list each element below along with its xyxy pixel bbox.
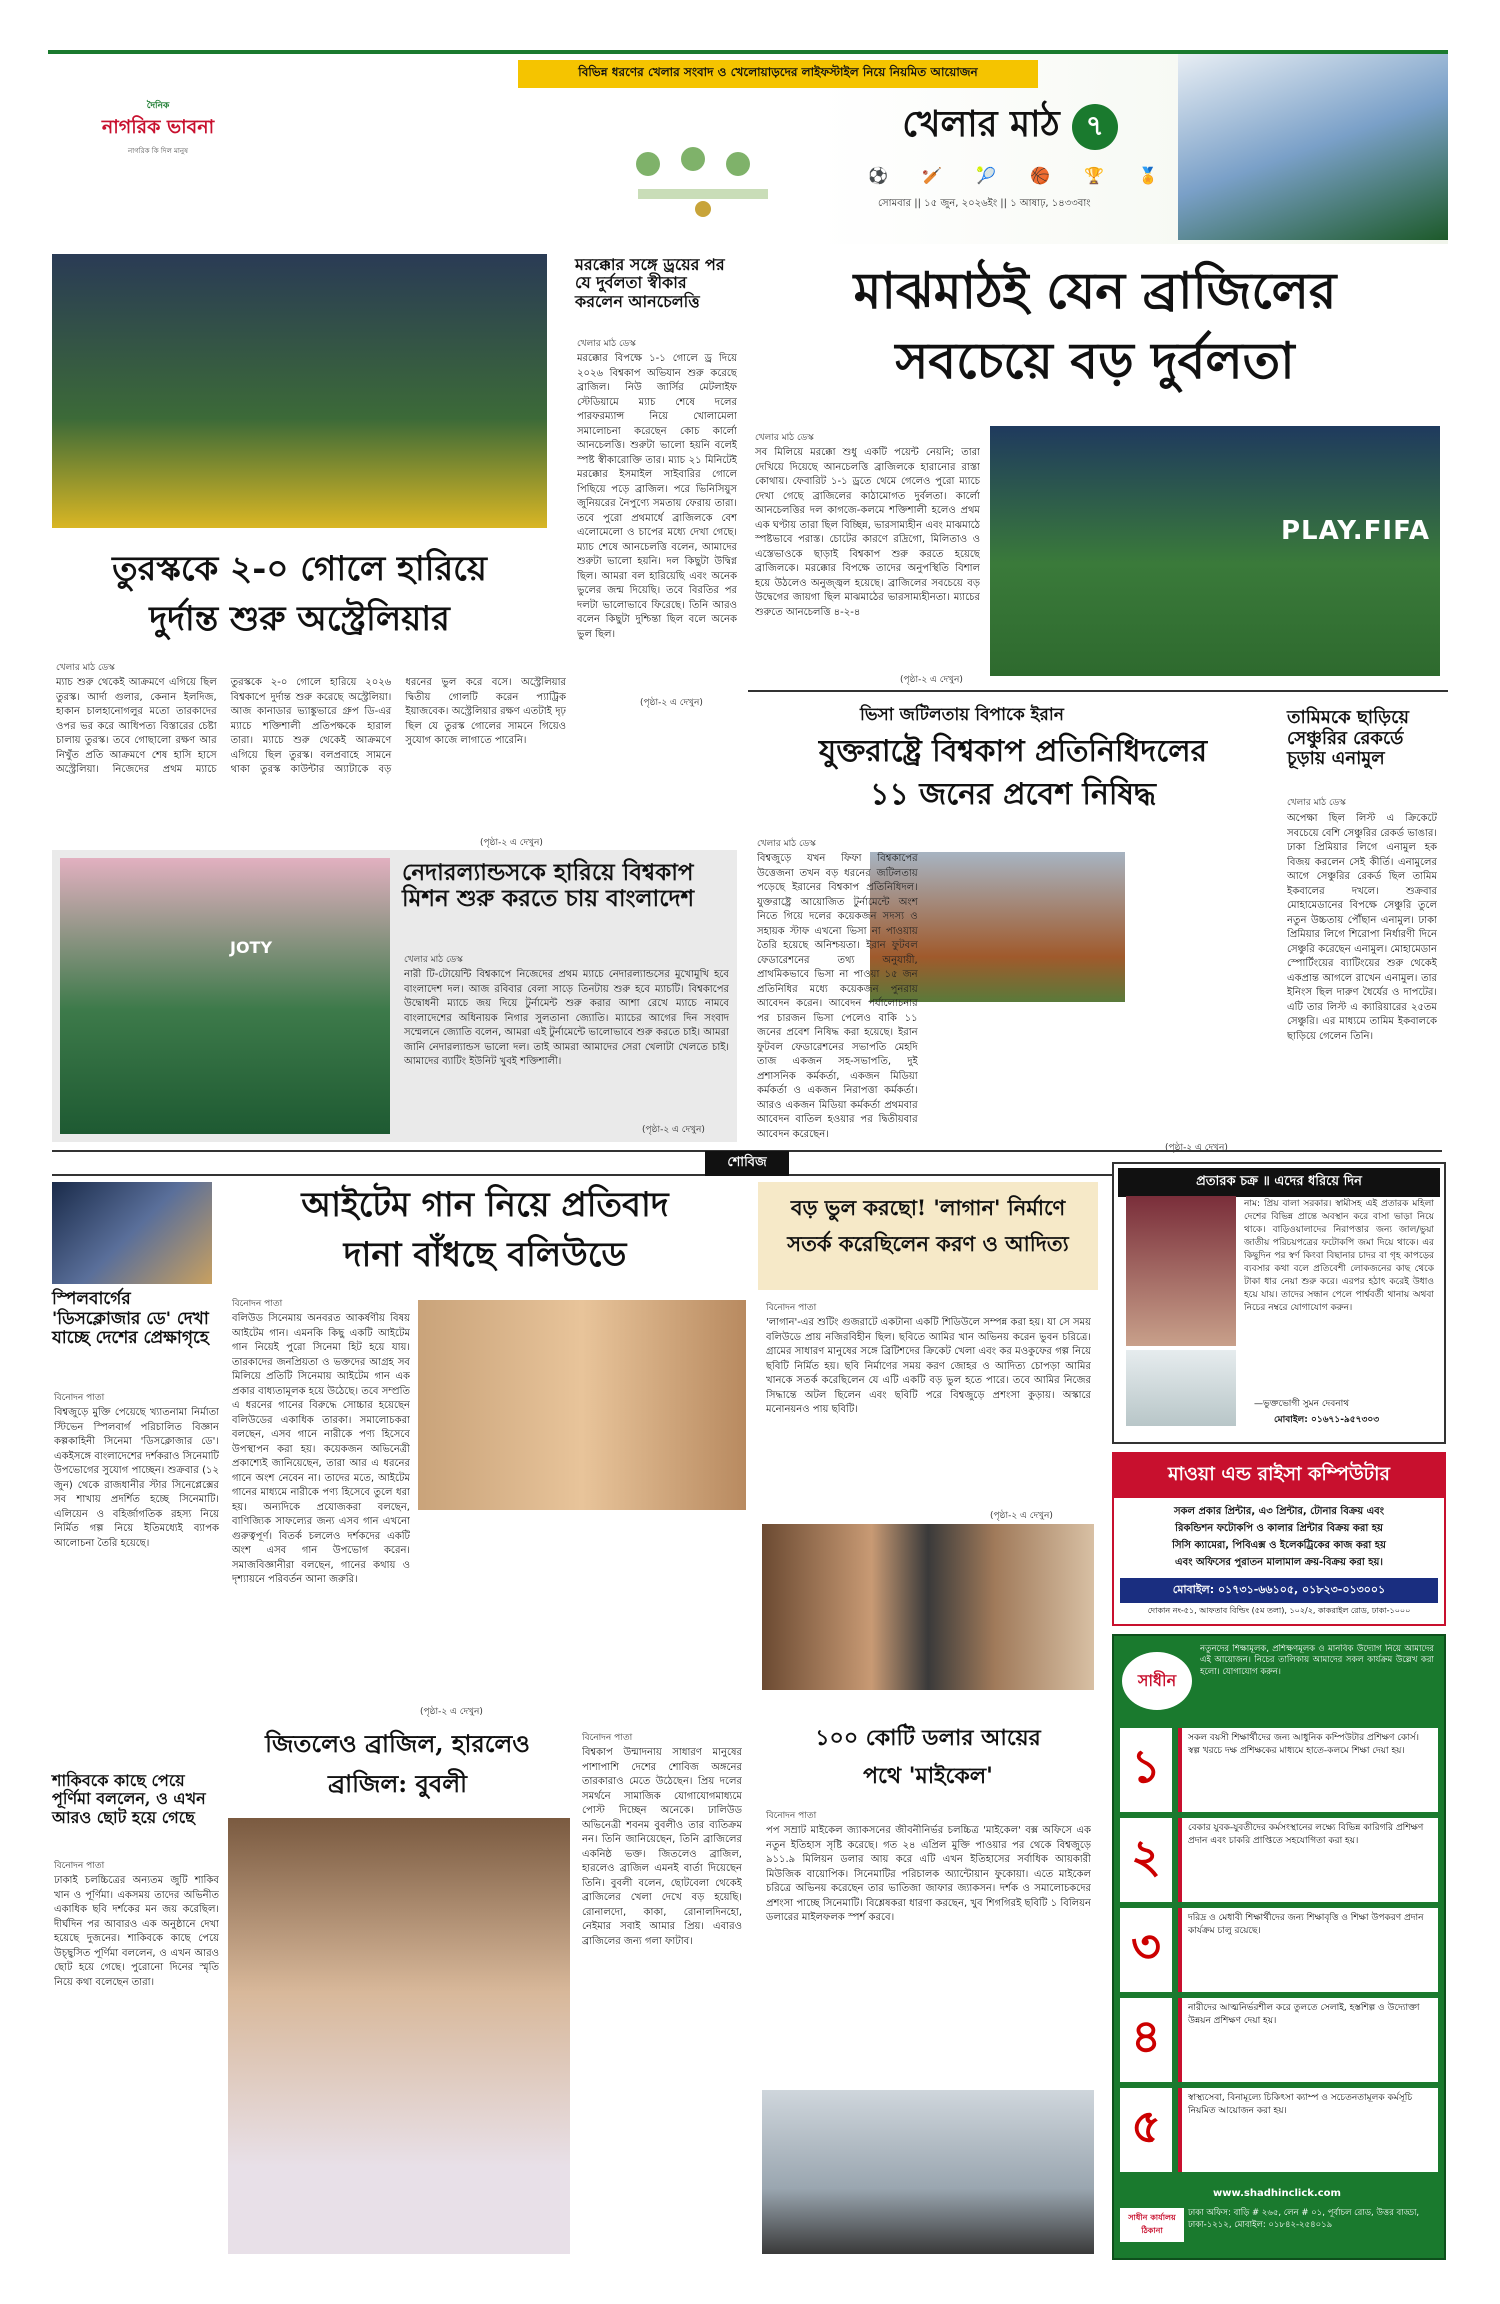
computer-line1: সকল প্রকার প্রিন্টার, এ৩ প্রিন্টার, টোনার বিক্রয় এবং — [1173, 1506, 1385, 1517]
item-song-photo — [418, 1300, 746, 1510]
tamim-body: অপেক্ষা ছিল লিস্ট এ ক্রিকেটে সবচেয়ে বেশি সেঞ্চুরির রেকর্ড ভাঙার। ঢাকা প্রিমিয়ার লিগে এনামুল হক বিজয় করলেন সেই কীর্তি। এনামুলের আগে সেঞ্চুরির রেকর্ড ছিল তামিম ইকবালের দখলে। শুক্রবার মোহামেডানের বিপক্ষে সেঞ্চুরি তুলে নতুন উচ্চতায় পৌঁছান এনামুল। ঢাকা প্রিমিয়ার লিগে শিরোপা নির্ধারণী দিনে সেঞ্চুরি করেছেন এনামুল। মোহামেডান স্পোর্টিংয়ের ব্যাটিংয়ের শুরু থেকেই একপ্রান্ত আগলে রাখেন এনামুল। তার ইনিংস ছিল দারুণ ধৈর্যের ও দাপটের। এটি তার লিস্ট এ ক্যারিয়ারের ২৫তম সেঞ্চুরি। এর মাধ্যমে তামিম ইকবালকে ছাড়িয়ে গেলেন তিনি। — [1287, 813, 1437, 1042]
shadhin-item-number: ৫ — [1120, 2088, 1172, 2172]
shadhin-item-number: ১ — [1120, 1728, 1172, 1812]
tennis-icon: 🎾 — [976, 166, 996, 185]
shadhin-footer-label: সাধীন কার্যালয় ঠিকানা — [1120, 2208, 1184, 2242]
shadhin-logo: সাধীন — [1122, 1652, 1192, 1710]
bubly-portrait-photo — [228, 1818, 570, 2254]
dateline: সোমবার || ১৫ জুন, ২০২৬ইং || ১ আষাঢ়, ১৪৩৩বাং — [878, 198, 1091, 209]
iran-headline-line2: ১১ জনের প্রবেশ নিষিদ্ধ — [869, 777, 1157, 812]
item-song-continued: (পৃষ্ঠা-২ এ দেখুন) — [420, 1707, 483, 1717]
iran-desk: খেলার মাঠ ডেস্ক — [757, 839, 816, 849]
shadhin-item-number: ৪ — [1120, 1998, 1172, 2082]
michael-headline-line1: ১০০ কোটি ডলার আয়ের — [815, 1725, 1041, 1751]
divider — [748, 690, 1448, 692]
australia-headline-line2: দুর্দান্ত শুরু অস্ট্রেলিয়ার — [149, 599, 450, 639]
spielberg-headline: স্পিলবার্গের 'ডিসক্লোজার ডে' দেখা যাচ্ছে দেশের প্রেক্ষাগৃহে — [52, 1289, 209, 1349]
item-song-desk: বিনোদন পাতা — [232, 1299, 283, 1309]
computer-address: দোকান নং-৫১, আফতাব বিল্ডিং (৫ম তলা), ১০২/২, কাকরাইল রোড, ঢাকা-১০০০ — [1147, 1606, 1411, 1615]
bubly-body: বিশ্বকাপ উন্মাদনায় সাধারণ মানুষের পাশাপাশি দেশের শোবিজ অঙ্গনের তারকারাও মেতে উঠেছেন। প্রিয় দলের সমর্থনে সামাজিক যোগাযোগমাধ্যমে পোস্ট দিচ্ছেন অনেকে। ঢালিউড অভিনেত্রী শবনম বুবলীও তার ব্যতিক্রম নন। তিনি জানিয়েছেন, তিনি ব্রাজিলের একনিষ্ঠ ভক্ত। জিতলেও ব্রাজিল, হারলেও ব্রাজিল এমনই বার্তা দিয়েছেন তিনি। বুবলী বলেন, ছোটবেলা থেকেই ব্রাজিলের খেলা দেখে বড় হয়েছি। রোনালদো, কাকা, রোনালদিনহো, নেইমার সবাই আমার প্রিয়। এবারও ব্রাজিলের জন্য গলা ফাটাব। — [582, 1747, 742, 1947]
shadhin-item-number: ৩ — [1120, 1908, 1172, 1992]
sport-icons-row — [868, 166, 1158, 188]
basketball-icon: 🏀 — [1030, 166, 1050, 185]
computer-line4: এবং অফিসের পুরাতন মালামাল ক্রয়-বিক্রয় করা হয়। — [1175, 1557, 1383, 1568]
brazil-headline-line2: সবচেয়ে বড় দুর্বলতা — [895, 331, 1295, 390]
logo-name: নাগরিক ভাবনা — [101, 116, 215, 138]
shadhin-url[interactable]: www.shadhinclick.com — [1213, 2188, 1341, 2199]
suspect-photo — [1126, 1196, 1236, 1346]
jersey-name-text: JOTY — [230, 938, 273, 957]
football-icon: ⚽ — [868, 166, 888, 185]
michael-stage-photo — [762, 2090, 1094, 2254]
shadhin-item-text: বেকার যুবক-যুবতীদের কর্মসংস্থানের লক্ষ্যে বিভিন্ন কারিগরি প্রশিক্ষণ প্রদান এবং চাকরি প্রাপ্তিতে সহযোগিতা করা হয়। — [1178, 1818, 1438, 1902]
protarok-victim: —ভুক্তভোগী সুমন দেবনাথ — [1254, 1399, 1350, 1409]
shadhin-item-number: ২ — [1120, 1818, 1172, 1902]
bangladesh-box — [52, 850, 737, 1142]
showbiz-label: শোবিজ — [705, 1151, 788, 1176]
purnima-desk: বিনোদন পাতা — [54, 1861, 105, 1871]
lagaan-desk: বিনোদন পাতা — [766, 1303, 817, 1313]
lagaan-portraits-photo — [762, 1524, 1094, 1690]
computer-title: মাওয়া এন্ড রাইসা কম্পিউটার — [1114, 1454, 1444, 1498]
logo-tagline: নাগরিক কি দিল মানুষ — [128, 147, 188, 155]
newspaper-logo[interactable] — [98, 98, 218, 168]
shadhin-item — [1120, 1818, 1438, 1902]
iran-body: বিশ্বজুড়ে যখন ফিফা বিশ্বকাপের উত্তেজনা তখন বড় ধরনের জটিলতায় পড়েছে ইরানের বিশ্বকাপ প্রতিনিধিদল। যুক্তরাষ্ট্রে আয়োজিত টুর্নামেন্টে অংশ নিতে গিয়ে দলের কয়েকজন সদস্য ও সহায়ক স্টাফ এখনো ভিসা না পাওয়ায় তৈরি হয়েছে অনিশ্চয়তা। ইরান ফুটবল ফেডারেশনের তথ্য অনুযায়ী, প্রাথমিকভাবে ভিসা না পাওয়া ১৫ জন প্রতিনিধির মধ্যে কয়েকজন পুনরায় আবেদন করেন। আবেদন পর্যালোচনার পর চারজন ভিসা পেলেও বাকি ১১ জনের প্রবেশ নিষিদ্ধ করা হয়েছে। ইরান ফুটবল ফেডারেশনের সভাপতি মেহদি তাজ একজন সহ-সভাপতি, দুই প্রশাসনিক কর্মকর্তা, একজন মিডিয়া কর্মকর্তা ও একজন নিরাপত্তা কর্মকর্তা। আরও একজন মিডিয়া কর্মকর্তা প্রথমবার আবেদন বাতিল হওয়ার পর দ্বিতীয়বার আবেদন করেছেন। — [757, 853, 918, 1140]
lagaan-headline-line1: বড় ভুল করছো! 'লাগান' নির্মাণে — [790, 1195, 1066, 1220]
brazil-continued: (পৃষ্ঠা-২ এ দেখুন) — [900, 675, 963, 685]
shadhin-item-list — [1120, 1728, 1438, 2178]
computer-line2: রিকন্ডিশন ফটোকপি ও কালার প্রিন্টার বিক্রয় করা হয় — [1175, 1523, 1383, 1534]
shadhin-ad — [1112, 1634, 1446, 2260]
computer-line3: সিসি ক্যামেরা, পিবিএক্স ও ইলেকট্রিকের কাজ করা হয় — [1172, 1540, 1386, 1551]
iran-headline-line1: যুক্তরাষ্ট্রে বিশ্বকাপ প্রতিনিধিদলের — [818, 734, 1208, 769]
tamim-desk: খেলার মাঠ ডেস্ক — [1287, 798, 1346, 808]
shadhin-footer: ঢাকা অফিস: বাড়ি # ২৬৫, লেন # ০১, পূর্বাচল রোড, উত্তর বাড্ডা, ঢাকা-১২১২, মোবাইল: ০১৮৪২-২৫৪০১৯ — [1188, 2208, 1420, 2230]
brazil-match-photo — [990, 426, 1440, 676]
item-song-headline-line2: দানা বাঁধছে বলিউডে — [343, 1235, 627, 1275]
bangladesh-desk: খেলার মাঠ ডেস্ক — [404, 955, 463, 965]
protarok-title: প্রতারক চক্র ॥ এদের ধরিয়ে দিন — [1118, 1168, 1440, 1197]
bubly-headline-line1: জিতলেও ব্রাজিল, হারলেও — [265, 1729, 530, 1758]
athletes-collage-photo — [1178, 54, 1448, 240]
shadhin-item — [1120, 1728, 1438, 1812]
morocco-continued: (পৃষ্ঠা-২ এ দেখুন) — [640, 698, 703, 708]
spielberg-poster-photo — [52, 1182, 212, 1284]
banner-strip — [518, 60, 1038, 88]
id-card-photo — [1126, 1350, 1236, 1426]
australia-body: ম্যাচ শুরু থেকেই আক্রমণে এগিয়ে ছিল তুরস্ক। আর্দা গুলার, কেনান ইলদিজ, হাকান চালহানোগলুর মতো তারকাদের ওপর ভর করে আধিপত্য বিস্তারের চেষ্টা চালায় তুরস্ক। তবে গোছালো রক্ষণ আর নিখুঁত প্রতি আক্রমণে শেষ হাসি হাসে অস্ট্রেলিয়া। নিজেদের প্রথম ম্যাচে তুরস্ককে ২-০ গোলে হারিয়ে ২০২৬ বিশ্বকাপে দুর্দান্ত শুরু করেছে অস্ট্রেলিয়া। আজ কানাডার ভ্যাঙ্কুভারে গ্রুপ ডি-এর ম্যাচে শক্তিশালী প্রতিপক্ষকে হারাল তারা। ম্যাচে শুরু থেকেই আক্রমণে এগিয়ে ছিল তুরস্ক। বলপ্রবাহে সামনে থাকা তুরস্ক কাউন্টার অ্যাটাকে বড় ধরনের ভুল করে বসে। অস্ট্রেলিয়ার দ্বিতীয় গোলটি করেন প্যাট্রিক ইয়াজবেক। অস্ট্রেলিয়ার রক্ষণ এতটাই দৃঢ় ছিল যে তুরস্ক গোলের সামনে গিয়েও সুযোগ কাজে লাগাতে পারেনি। — [56, 677, 566, 775]
lagaan-continued: (পৃষ্ঠা-২ এ দেখুন) — [990, 1511, 1053, 1521]
shadhin-item — [1120, 1908, 1438, 1992]
protarok-phone: মোবাইল: ০১৬৭১-৯৫৭৩০৩ — [1274, 1415, 1380, 1425]
section-title: খেলার মাঠ — [902, 103, 1060, 145]
lagaan-box — [758, 1182, 1098, 1290]
trophy-icon: 🏆 — [1084, 166, 1104, 185]
bangladesh-body: নারী টি-টোয়েন্টি বিশ্বকাপে নিজেদের প্রথম ম্যাচে নেদারল্যান্ডসের মুখোমুখি হবে বাংলাদেশ দল। আজ রবিবার বেলা সাড়ে তিনটায় শুরু হবে ম্যাচটি। বিশ্বকাপের উদ্বোধনী ম্যাচে জয় দিয়ে টুর্নামেন্ট শুরু করার আশা রেখে ম্যাচে নামবে বাংলাদেশের অধিনায়ক নিগার সুলতানা জ্যোতি। ম্যাচের আগের দিন সংবাদ সম্মেলনে জ্যোতি বলেন, আমরা এই টুর্নামেন্টে ভালোভাবে শুরু করতে চাই। আমরা জানি নেদারল্যান্ডস ভালো দল। তাই আমরা আমাদের সেরা খেলাটা খেলতে চাই। আমাদের ব্যাটিং ইউনিট খুবই শক্তিশালী। — [404, 969, 729, 1067]
medal-icon: 🏅 — [1138, 166, 1158, 185]
morocco-headline: মরক্কোর সঙ্গে ড্রয়ের পর যে দুর্বলতা স্বীকার করলেন আনচেলত্তি — [575, 255, 725, 311]
brazil-body: সব মিলিয়ে মরক্কো শুধু একটি পয়েন্ট নেয়নি; তারা দেখিয়ে দিয়েছে আনচেলত্তি ব্রাজিলকে হারানোর রাস্তা কোথায়। ফেবারিট ১-১ ড্রতে থেমে গেলেও পুরো ম্যাচে দেখা গেছে ব্রাজিলের কাঠামোগত দুর্বলতা। কার্লো আনচেলত্তির দল কাগজে-কলমে শক্তিশালী হলেও প্রথম এক ঘণ্টায় তারা ছিল বিচ্ছিন্ন, ভারসাম্যহীন এবং মাঝমাঠে স্পষ্টভাবে পরাস্ত। চোটের কারণে রদ্রিগো, মিলিতাও ও এস্তেভাওকে ছাড়াই বিশ্বকাপ শুরু করতে হয়েছে ব্রাজিলকে। মরক্কোর বিপক্ষে তাদের অনুপস্থিতি বিশাল হয়ে উঠলেও অনুজ্জ্বল হয়েছে। ব্রাজিলের সবচেয়ে বড় উদ্বেগের জায়গা ছিল মাঝমাঠের ভারসাম্যহীনতা। ম্যাচের শুরুতে আনচেলত্তি ৪-২-৪ — [755, 447, 980, 618]
shadhin-item-text: সকল বয়সী শিক্ষার্থীদের জন্য আধুনিক কম্পিউটার প্রশিক্ষণ কোর্স। স্বল্প খরচে দক্ষ প্রশিক্ষকের মাধ্যমে হাতে-কলমে শিক্ষা দেয়া হয়। — [1178, 1728, 1438, 1812]
bangladesh-headline: নেদারল্যান্ডসকে হারিয়ে বিশ্বকাপ মিশন শুরু করতে চায় বাংলাদেশ — [402, 859, 695, 913]
michael-headline-line2: পথে 'মাইকেল' — [863, 1763, 993, 1789]
banner-text: বিভিন্ন ধরণের খেলার সংবাদ ও খেলোয়াড়দের লাইফস্টাইল নিয়ে নিয়মিত আয়োজন — [578, 65, 978, 79]
michael-body: পপ সম্রাট মাইকেল জ্যাকসনের জীবনীনির্ভর চলচ্চিত্র 'মাইকেল' বক্স অফিসে এক নতুন ইতিহাস সৃষ্টি করেছে। গত ২৪ এপ্রিল মুক্তি পাওয়ার পর থেকে বিশ্বজুড়ে ৯১১.৯ মিলিয়ন ডলার আয় করে এটি এখন ইতিহাসের সর্বাধিক আয়কারী মিউজিক বায়োপিক। সিনেমাটির পরিচালক অ্যান্টোয়ান ফুকোয়া। এতে মাইকেল চরিত্রে অভিনয় করেছেন তার ভাতিজা জাফার জ্যাকসন। দর্শক ও সমালোচকদের প্রশংসা পাচ্ছে সিনেমাটি। বিশ্লেষকরা ধারণা করছেন, খুব শিগগিরই ছবিটি ১ বিলিয়ন ডলারের মাইলফলক স্পর্শ করবে। — [766, 1825, 1091, 1923]
item-song-body: বলিউড সিনেমায় অনবরত আকর্ষণীয় বিষয় আইটেম গান। এমনকি কিছু একটি আইটেম গান নিয়েই পুরো সিনেমা হিট হয়ে যায়। তারকাদের জনপ্রিয়তা ও ভক্তদের আগ্রহ সব মিলিয়ে প্রতিটি সিনেমায় আইটেম গান এক প্রকার বাধ্যতামূলক হয়ে উঠেছে। তবে সম্প্রতি এ ধরনের গানের বিরুদ্ধে সোচ্চার হয়েছেন বলিউডের একাধিক তারকা। সমালোচকরা বলছেন, এসব গানে নারীকে পণ্য হিসেবে উপস্থাপন করা হয়। কয়েকজন অভিনেত্রী প্রকাশ্যেই জানিয়েছেন, তারা আর এ ধরনের গানে অংশ নেবেন না। তাদের মতে, আইটেম গানের মাধ্যমে নারীকে পণ্য হিসেবে তুলে ধরা হয়। অন্যদিকে প্রযোজকরা বলছেন, বাণিজ্যিক সাফল্যের জন্য এসব গান এখনো গুরুত্বপূর্ণ। বিতর্ক চললেও দর্শকদের একটি অংশ এসব গান উপভোগ করেন। সমাজবিজ্ঞানীরা বলছেন, গানের কথায় ও দৃশ্যায়নে পরিবর্তন আনা জরুরি। — [232, 1313, 410, 1585]
masthead — [48, 50, 1448, 244]
item-song-headline-line1: আইটেম গান নিয়ে প্রতিবাদ — [301, 1185, 669, 1225]
section-title-box — [860, 92, 1160, 162]
lagaan-headline-line2: সতর্ক করেছিলেন করণ ও আদিত্য — [787, 1231, 1069, 1256]
brazil-headline-line1: মাঝমাঠই যেন ব্রাজিলের — [853, 261, 1337, 320]
iran-kicker: ভিসা জটিলতায় বিপাকে ইরান — [860, 705, 1064, 725]
lagaan-body: 'লাগান'-এর শুটিং গুজরাটে একটানা একটি শিডিউলে সম্পন্ন করা হয়। যা সে সময় বলিউডে প্রায় নজিরবিহীন ছিল। ছবিতে আমির খান অভিনয় করেন ভুবন চরিত্রে। গ্রামের সাধারণ মানুষের সঙ্গে ব্রিটিশদের ক্রিকেট খেলা এবং কর মওকুফের গল্প নিয়ে ছবিটি নির্মিত হয়। ছবি নির্মাণের সময় করণ জোহর ও আদিত্য চোপড়া আমির খানকে সতর্ক করেছিলেন যে এটি একটি বড় ভুল হতে পারে। তবে আমির নিজের সিদ্ধান্তে অটল ছিলেন এবং ছবিটি পরে বিশ্বজুড়ে প্রশংসা কুড়ায়। অস্কারে মনোনয়নও পায় ছবিটি। — [766, 1317, 1091, 1415]
australia-continued: (পৃষ্ঠা-২ এ দেখুন) — [480, 838, 543, 848]
logo-prefix: দৈনিক — [146, 101, 170, 111]
bubly-headline-line2: ব্রাজিল: বুবলী — [328, 1769, 467, 1798]
spielberg-body: বিশ্বজুড়ে মুক্তি পেয়েছে খ্যাতনামা নির্মাতা স্টিভেন স্পিলবার্গ পরিচালিত বিজ্ঞান কল্পকাহিনী সিনেমা 'ডিসক্লোজার ডে'। একইসঙ্গে বাংলাদেশের দর্শকরাও সিনেমাটি উপভোগের সুযোগ পাচ্ছেন। শুক্রবার (১২ জুন) থেকে রাজধানীর স্টার সিনেপ্লেক্সের সব শাখায় প্রদর্শিত হচ্ছে সিনেমাটি। এলিয়েন ও বহির্জাগতিক রহস্য নিয়ে নির্মিত গল্প নিয়ে ইতিমধ্যেই ব্যাপক আলোচনা তৈরি হয়েছে। — [54, 1407, 219, 1549]
australia-celebration-photo — [52, 254, 547, 528]
morocco-body: মরক্কোর বিপক্ষে ১-১ গোলে ড্র দিয়ে ২০২৬ বিশ্বকাপ অভিযান শুরু করেছে ব্রাজিল। নিউ জার্সির মেটলাইফ স্টেডিয়ামে ম্যাচ শেষে দলের পারফরম্যান্স নিয়ে খোলামেলা সমালোচনা করেছেন কোচ কার্লো আনচেলত্তি। শুরুটা ভালো হয়নি বলেই স্পষ্ট স্বীকারোক্তি তার। ম্যাচ ২১ মিনিটেই মরক্কোর ইসমাইল সাইবারির গোলে পিছিয়ে পড়ে ব্রাজিল। পরে ভিনিসিয়ুস জুনিয়রের নৈপুণ্যে সমতায় ফেরায় তারা। তবে পুরো প্রথমার্ধে ব্রাজিলকে বেশ এলোমেলো ও চাপের মধ্যে দেখা গেছে। ম্যাচ শেষে আনচেলত্তি বলেন, আমাদের শুরুটা ভালো হয়নি। দল কিছুটা উদ্বিগ্ন ছিল। আমরা বল হারিয়েছি এবং অনেক ভুলের জন্ম দিয়েছি। তবে বিরতির পর দলটা ভালোভাবে ফিরেছে। তিনি আরও বলেন কিছুটা দুশ্চিন্তা ছিল বলে অনেক ভুল ছিল। — [577, 353, 737, 640]
shadhin-intro: নতুনদের শিক্ষামূলক, প্রশিক্ষণমূলক ও মানবিক উদ্যোগ নিয়ে আমাদের এই আয়োজন। নিচের তালিকায় আমাদের সকল কার্যক্রম উল্লেখ করা হলো। যোগাযোগ করুন। — [1200, 1644, 1434, 1677]
shadhin-item-text: দরিদ্র ও মেধাবী শিক্ষার্থীদের জন্য শিক্ষাবৃত্তি ও শিক্ষা উপকরণ প্রদান কার্যক্রম চালু রয়েছে। — [1178, 1908, 1438, 1992]
spielberg-desk: বিনোদন পাতা — [54, 1393, 105, 1403]
computer-phone: মোবাইল: ০১৭৩১-৬৬১০৫, ০১৮২৩-০১৩০০১ — [1120, 1578, 1438, 1603]
tamim-headline: তামিমকে ছাড়িয়ে সেঞ্চুরির রেকর্ডে চূড়ায় এনামুল — [1287, 707, 1409, 770]
morocco-desk: খেলার মাঠ ডেস্ক — [577, 339, 636, 349]
sports-icons-graphic — [618, 124, 788, 224]
purnima-body: ঢাকাই চলচ্চিত্রের অন্যতম জুটি শাকিব খান ও পূর্ণিমা। একসময় তাদের অভিনীত একাধিক ছবি দর্শকের মন জয় করেছিল। দীর্ঘদিন পর আবারও এক অনুষ্ঠানে দেখা হয়েছে দুজনের। শাকিবকে কাছে পেয়ে উচ্ছ্বসিত পূর্ণিমা বললেন, ও এখন আরও ছোট হয়ে গেছে। পুরোনো দিনের স্মৃতি নিয়ে কথা বলেছেন তারা। — [54, 1875, 219, 1988]
australia-headline-line1: তুরস্ককে ২-০ গোলে হারিয়ে — [112, 549, 487, 589]
page-number-badge: ৭ — [1072, 104, 1118, 150]
shadhin-item — [1120, 1998, 1438, 2082]
brazil-desk: খেলার মাঠ ডেস্ক — [755, 433, 814, 443]
protarok-body: নাম: প্রিয় বালা সরকার। স্বামীসহ এই প্রতারক মহিলা দেশের বিভিন্ন প্রান্তে অবস্থান করে বাসা ভাড়া নিয়ে থাকে। বাড়িওয়ালাদের নিরাপত্তার জন্য জাল/ভুয়া জাতীয় পরিচয়পত্রের ফটোকপি জমা দিয়ে থাকে। এর কিছুদিন পর স্বর্ণ কিংবা বিছানার চাদর বা গৃহ কাপড়ের ব্যবসার কথা বলে প্রতিবেশী লোকজনের কাছ থেকে টাকা ধার নেয়া শুরু করে। এরপর হঠাৎ করেই উধাও হয়ে যায়। তাদের সন্ধান পেলে পার্শ্ববর্তী থানায় অথবা নিচের নম্বরে যোগাযোগ করুন। — [1244, 1199, 1434, 1314]
michael-desk: বিনোদন পাতা — [766, 1811, 817, 1821]
purnima-headline: শাকিবকে কাছে পেয়ে পূর্ণিমা বললেন, ও এখন আরও ছোট হয়ে গেছে — [52, 1771, 206, 1827]
cricket-icon: 🏏 — [922, 166, 942, 185]
shadhin-item-text: নারীদের আত্মনির্ভরশীল করে তুলতে সেলাই, হস্তশিল্প ও উদ্যোক্তা উন্নয়ন প্রশিক্ষণ দেয়া হয়। — [1178, 1998, 1438, 2082]
shadhin-item — [1120, 2088, 1438, 2172]
iran-continued: (পৃষ্ঠা-২ এ দেখুন) — [1165, 1143, 1228, 1153]
bangladesh-team-photo — [60, 858, 390, 1134]
fifa-board-text: PLAY.FIFA — [1281, 516, 1430, 546]
computer-ad — [1112, 1452, 1446, 1626]
australia-desk: খেলার মাঠ ডেস্ক — [56, 663, 115, 673]
protarok-ad — [1112, 1162, 1446, 1444]
shadhin-item-text: স্বাস্থ্যসেবা, বিনামূল্যে চিকিৎসা ক্যাম্প ও সচেতনতামূলক কর্মসূচি নিয়মিত আয়োজন করা হয়। — [1178, 2088, 1438, 2172]
bubly-desk: বিনোদন পাতা — [582, 1733, 633, 1743]
bangladesh-continued: (পৃষ্ঠা-২ এ দেখুন) — [642, 1125, 705, 1135]
